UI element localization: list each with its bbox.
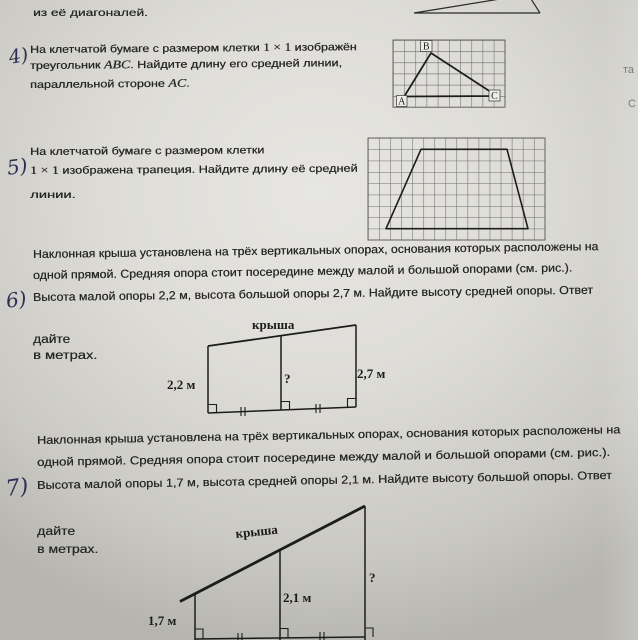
problem-4-figure [393, 40, 505, 108]
problem-6-figure [208, 325, 356, 416]
problem-4-line-3-end: . [186, 77, 190, 90]
problem-6-line-1: Наклонная крыша установлена на трёх вертикальных опорах, основания которых расположены на [32, 241, 599, 261]
problem-4-side-name: AC [168, 77, 187, 90]
roof-label: крыша [252, 317, 295, 332]
problem-5-grid-size: 1 × 1 [29, 164, 59, 177]
right-angle-mark-large [365, 628, 373, 637]
roof-line [180, 506, 365, 602]
equal-segment-ticks-right [320, 632, 324, 640]
problem-4-triangle-name: ABC [103, 59, 131, 72]
top-triangle-fragment [414, 0, 540, 13]
middle-support-height: 2,1 м [283, 590, 312, 605]
problem-6-line-5: в метрах. [33, 350, 98, 362]
large-support-height: 2,7 м [357, 366, 386, 381]
problem-4-line-1-text: На клетчатой бумаге с размером клетки [29, 41, 264, 56]
previous-problem-fragment: из её диагоналей. [33, 7, 148, 19]
problem-7-line-3: Высота малой опоры 1,7 м, высота средней опоры 2,1 м. Найдите высоту большой опоры. Ответ [36, 469, 612, 492]
problem-4-line-1-end: изображён [291, 41, 357, 54]
problem-4-grid-size: 1 × 1 [262, 41, 292, 54]
problem-6-line-4: дайте [33, 334, 71, 346]
right-angle-mark-small [208, 405, 217, 413]
vertex-c-label: C [491, 91, 498, 102]
problem-7-handwritten-number: 7) [4, 473, 31, 502]
problem-5-line-2-text: изображена трапеция. Найдите длину её средней [58, 162, 358, 177]
right-angle-mark-large [348, 399, 357, 408]
ground-line [195, 637, 365, 639]
vertex-b-label: B [422, 41, 430, 53]
problem-5-handwritten-number: 5) [5, 153, 30, 180]
problem-6-figure-labels [167, 317, 386, 392]
problem-4-line-2-text: треугольник [29, 59, 104, 72]
vertex-a-label: A [398, 96, 406, 108]
middle-support-height: ? [284, 371, 291, 386]
problem-5-line-2 [30, 164, 358, 178]
problem-7-figure-labels [148, 522, 376, 628]
problem-5-line-3: линии. [30, 189, 76, 201]
small-support-height: 2,2 м [167, 377, 196, 392]
ground-line [208, 407, 356, 413]
triangle-fragment-lines [414, 0, 540, 13]
problem-6-line-2: одной прямой. Средняя опора стоит посередине между малой и большой опорами (см. рис.). [32, 262, 573, 282]
problem-5-line-1: На клетчатой бумаге с размером клетки [29, 144, 265, 158]
problem-5-grid [368, 138, 545, 240]
problem-7-line-2: одной прямой. Средняя опора стоит посередине между малой и большой опорами (см. рис.). [36, 446, 611, 469]
right-edge-fragment-bottom: С [628, 98, 636, 110]
right-angle-mark-middle [281, 402, 290, 410]
problem-7-line-1: Наклонная крыша установлена на трёх вертикальных опорах, основания которых расположены на [36, 424, 621, 447]
problem-4-line-2-end: . Найдите длину его средней линии, [130, 57, 342, 72]
problem-7-line-4: дайте [37, 526, 76, 538]
problem-5-figure [368, 138, 545, 240]
roof-label: крыша [234, 521, 279, 541]
large-support-height: ? [369, 570, 376, 585]
problem-6-line-3: Высота малой опоры 2,2 м, высота большой опоры 2,7 м. Найдите высоту средней опоры. Ответ [32, 284, 594, 304]
problem-6-handwritten-number: 6) [4, 286, 29, 313]
right-angle-mark-small [195, 629, 203, 639]
problem-4-handwritten-number: 4) [7, 43, 31, 69]
small-support-height: 1,7 м [148, 613, 177, 628]
right-angle-mark-middle [280, 629, 288, 639]
problem-4-line-3-text: параллельной стороне [29, 77, 169, 91]
problem-4-line-3 [30, 79, 190, 92]
problem-7-line-5: в метрах. [37, 544, 99, 556]
right-edge-fragment-top: та [623, 64, 635, 76]
